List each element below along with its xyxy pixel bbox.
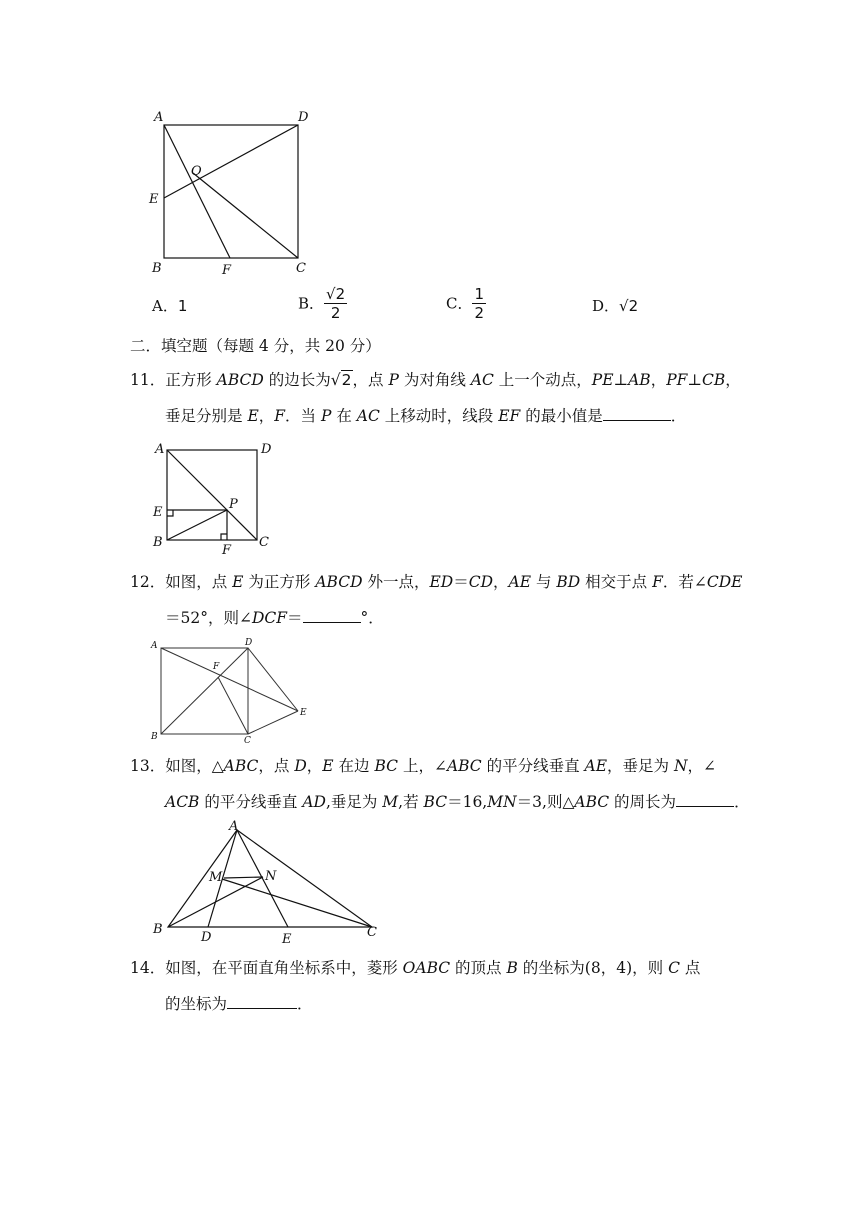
q13-label-n: N <box>265 869 277 884</box>
q11-sqrt: √2 <box>330 371 352 389</box>
q11-label-c: C <box>259 535 269 550</box>
q10-label-d: D <box>298 110 309 125</box>
q12-label-b: B <box>151 732 158 742</box>
q10-label-o: O <box>191 164 202 179</box>
q12-line-2: ＝52°，则∠DCF＝ °． <box>165 609 384 627</box>
q13-label-b: B <box>153 922 163 937</box>
q12-label-e: E <box>300 708 307 718</box>
q11-label-f: F <box>222 543 232 558</box>
q12-label-d: D <box>245 638 253 648</box>
q11-label-e: E <box>153 505 163 520</box>
q12-label-f: F <box>213 662 220 672</box>
q13-label-e: E <box>282 932 292 946</box>
q11-label-b: B <box>153 535 163 550</box>
q13-answer-blank[interactable] <box>676 792 734 807</box>
q10-label-c: C <box>296 261 306 276</box>
q13-figure <box>145 816 390 946</box>
q10-label-e: E <box>149 192 159 207</box>
q10-option-c-fraction: $\frac{1}{2}$ <box>474 285 485 322</box>
q10-figure <box>140 105 320 280</box>
q10-label-f: F <box>222 263 232 278</box>
q13-label-c: C <box>367 925 377 940</box>
q11-answer-blank[interactable] <box>603 406 671 421</box>
q10-option-d[interactable]: D．√2 <box>592 297 639 315</box>
q14-line-2: 的坐标为 ． <box>165 995 313 1013</box>
q13-line-1: 13．如图，△ABC，点 D，E 在边 BC 上，∠ABC 的平分线垂直 AE，垂足为 N，∠ <box>130 757 717 775</box>
q10-option-b-fraction: $\frac{√2}{2}$ <box>326 285 346 322</box>
q11-label-p: P <box>229 497 238 512</box>
q12-answer-blank[interactable] <box>303 608 361 623</box>
q12-label-a: A <box>151 641 158 651</box>
q13-label-m: M <box>209 870 223 885</box>
q11-figure <box>145 438 285 558</box>
q12-figure <box>145 636 320 746</box>
q13-label-d: D <box>201 930 212 945</box>
q10-option-c[interactable]: C． $\frac{1}{2}$ <box>446 285 485 322</box>
q11-label-d: D <box>261 442 272 457</box>
q13-label-a: A <box>229 819 239 834</box>
q12-label-c: C <box>244 736 251 746</box>
q10-option-b[interactable]: B． $\frac{√2}{2}$ <box>298 285 346 322</box>
q11-label-a: A <box>155 442 165 457</box>
q10-label-a: A <box>154 110 164 125</box>
q10-label-b: B <box>152 261 162 276</box>
q14-line-1: 14．如图，在平面直角坐标系中，菱形 OABC 的顶点 B 的坐标为(8，4)，则 C 点 <box>130 959 701 977</box>
section-2-title: 二．填空题（每题 4 分，共 20 分） <box>130 337 381 355</box>
q11-line-2: 垂足分别是 E，F．当 P 在 AC 上移动时，线段 EF 的最小值是 ． <box>165 407 687 425</box>
q13-line-2: ACB 的平分线垂直 AD,垂足为 M,若 BC＝16,MN＝3,则△ABC 的周长为 ． <box>165 793 750 811</box>
q14-answer-blank[interactable] <box>227 994 297 1009</box>
q10-option-a[interactable]: A．1 <box>152 297 188 315</box>
q11-line-1: 11．正方形 ABCD 的边长为√2，点 P 为对角线 AC 上一个动点，PE⊥AB，PF⊥CB， <box>130 371 741 389</box>
q12-line-1: 12．如图，点 E 为正方形 ABCD 外一点，ED＝CD，AE 与 BD 相交于点 F．若∠CDE <box>130 573 743 591</box>
